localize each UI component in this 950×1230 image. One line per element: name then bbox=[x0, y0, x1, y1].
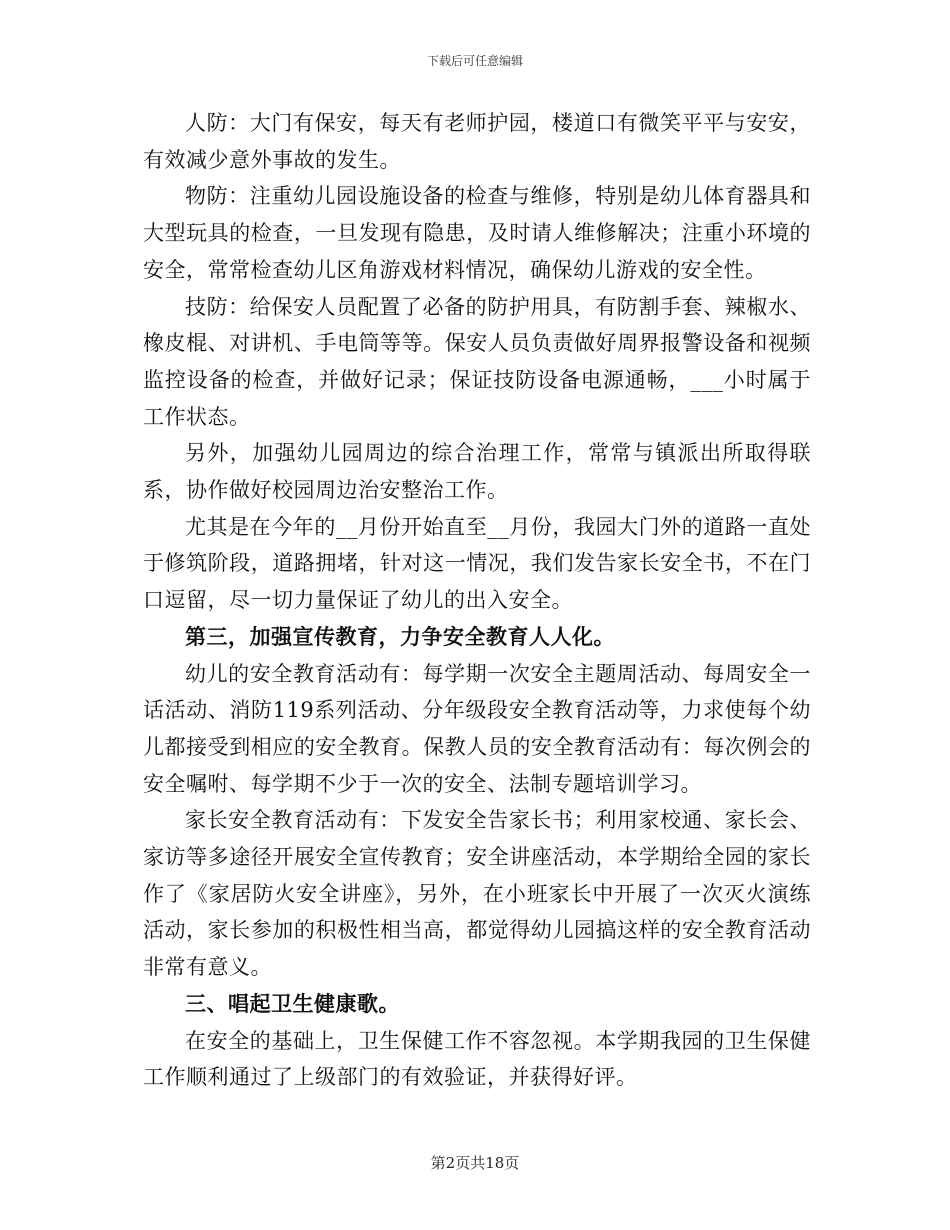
paragraph-renfang: 人防：大门有保安，每天有老师护园，楼道口有微笑平平与安安，有效减少意外事故的发生。 bbox=[143, 111, 811, 172]
paragraph-jifang: 技防：给保安人员配置了必备的防护用具，有防割手套、辣椒水、橡皮棍、对讲机、手电筒等等。保安人员负责做好周界报警设备和视频监控设备的检查，并做好记录；保证技防设备电源通畅，___小时属于工作状态。 bbox=[143, 294, 811, 429]
paragraph-weisheng-baojian: 在安全的基础上，卫生保健工作不容忽视。本学期我园的卫生保健工作顺利通过了上级部门的有效验证，并获得好评。 bbox=[143, 1028, 811, 1090]
paragraph-wufang: 物防：注重幼儿园设施设备的检查与维修，特别是幼儿体育器具和大型玩具的检查，一旦发现有隐患，及时请人维修解决；注重小环境的安全，常常检查幼儿区角游戏材料情况，确保幼儿游戏的安全性。 bbox=[143, 184, 811, 282]
page-footer: 第2页共18页 bbox=[430, 1154, 520, 1172]
document-body bbox=[143, 105, 811, 1096]
paragraph-daolu-xiuzhu: 尤其是在今年的__月份开始直至__月份，我园大门外的道路一直处于修筑阶段，道路拥堵，针对这一情况，我们发告家长安全书，不在门口逗留，尽一切力量保证了幼儿的出入安全。 bbox=[143, 514, 811, 613]
paragraph-jiazhang-anquan: 家长安全教育活动有：下发安全告家长书；利用家校通、家长会、家访等多途径开展安全宣传教育；安全讲座活动，本学期给全园的家长作了《家居防火安全讲座》，另外，在小班家长中开展了一次灭火演练活动，家长参加的积极性相当高，都觉得幼儿园搞这样的安全教育活动非常有意义。 bbox=[143, 808, 811, 980]
paragraph-zonghe-zhili: 另外，加强幼儿园周边的综合治理工作，常常与镇派出所取得联系，协作做好校园周边治安整治工作。 bbox=[143, 441, 811, 503]
section-heading-xuanchuan: 第三，加强宣传教育，力争安全教育人人化。 bbox=[185, 623, 615, 649]
section-heading-weisheng: 三、唱起卫生健康歌。 bbox=[185, 990, 400, 1016]
paragraph-youer-anquan: 幼儿的安全教育活动有：每学期一次安全主题周活动、每周安全一话活动、消防119系列活动、分年级段安全教育活动等，力求使每个幼儿都接受到相应的安全教育。保教人员的安全教育活动有：每次例会的安全嘱咐、每学期不少于一次的安全、法制专题培训学习。 bbox=[143, 661, 811, 796]
page-header: 下载后可任意编辑 bbox=[426, 54, 523, 68]
